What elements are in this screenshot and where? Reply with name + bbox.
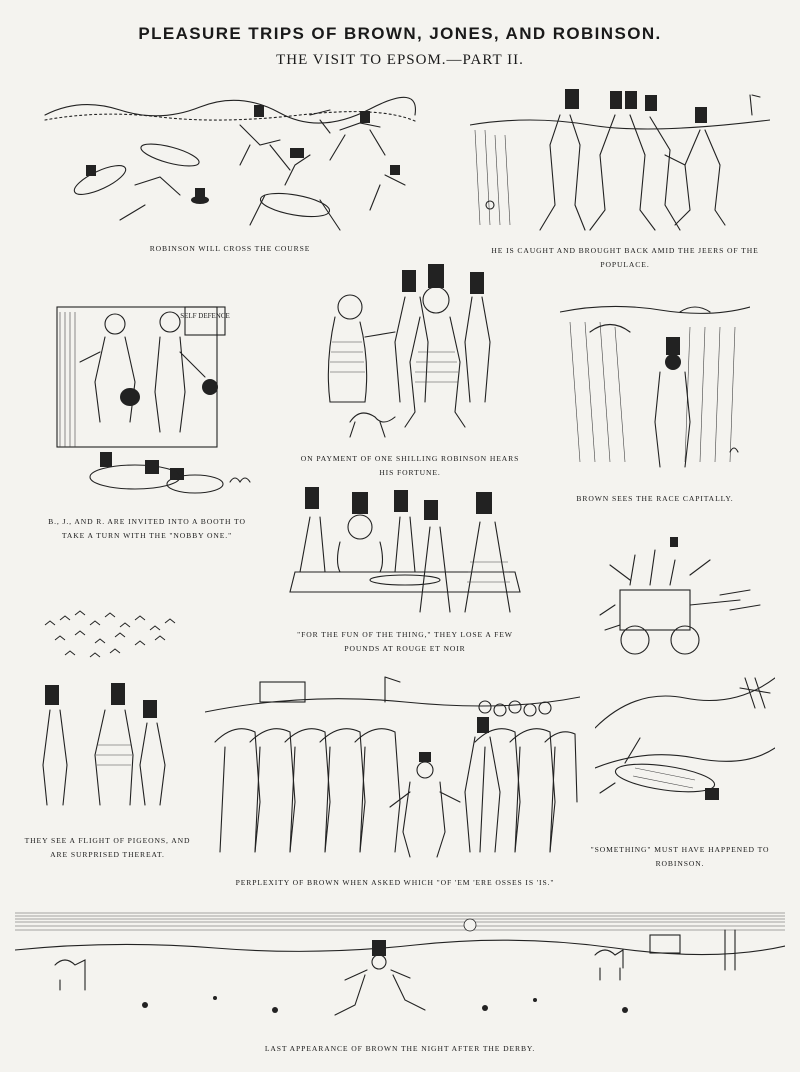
illustration-race (560, 292, 750, 482)
illustration-booth (45, 292, 255, 502)
caption-something: "SOMETHING" MUST HAVE HAPPENED TO ROBINSON. (590, 845, 770, 868)
illustration-horses (205, 672, 580, 867)
booth-sign-text: SELF DEFENCE (180, 312, 230, 320)
illustration-pigeons (35, 605, 210, 825)
caption-pigeons: THEY SEE A FLIGHT OF PIGEONS, AND ARE SURPRISED THEREAT. (24, 836, 191, 859)
page-subtitle: THE VISIT TO EPSOM.—PART II. (276, 52, 524, 68)
caption-fortune: ON PAYMENT OF ONE SHILLING ROBINSON HEARS HIS FORTUNE. (300, 454, 520, 477)
caption-last-appearance: LAST APPEARANCE OF BROWN THE NIGHT AFTER THE DERBY. (264, 1044, 536, 1053)
caption-horses: PERPLEXITY OF BROWN WHEN ASKED WHICH "OF 'EM 'ERE OSSES IS 'IS." (235, 878, 555, 887)
illustration-something (595, 668, 775, 818)
caption-rouge-et-noir: "FOR THE FUN OF THE THING," THEY LOSE A FEW POUNDS AT ROUGE ET NOIR (297, 630, 513, 653)
illustration-rouge-et-noir (280, 482, 530, 622)
illustration-caught (470, 85, 770, 235)
illustration-fortune (310, 262, 510, 447)
caption-caught: HE IS CAUGHT AND BROUGHT BACK AMID THE JEERS OF THE POPULACE. (491, 246, 759, 269)
illustration-coach (590, 535, 770, 665)
caption-cross-course: ROBINSON WILL CROSS THE COURSE (149, 244, 311, 253)
illustration-cross-course (40, 85, 420, 235)
illustration-last-appearance (15, 910, 785, 1035)
caption-booth: B., J., AND R. ARE INVITED INTO A BOOTH TO TAKE A TURN WITH THE "NOBBY ONE." (48, 517, 246, 540)
page-title: PLEASURE TRIPS OF BROWN, JONES, AND ROBINSON. (138, 24, 662, 43)
caption-race: BROWN SEES THE RACE CAPITALLY. (576, 494, 734, 503)
